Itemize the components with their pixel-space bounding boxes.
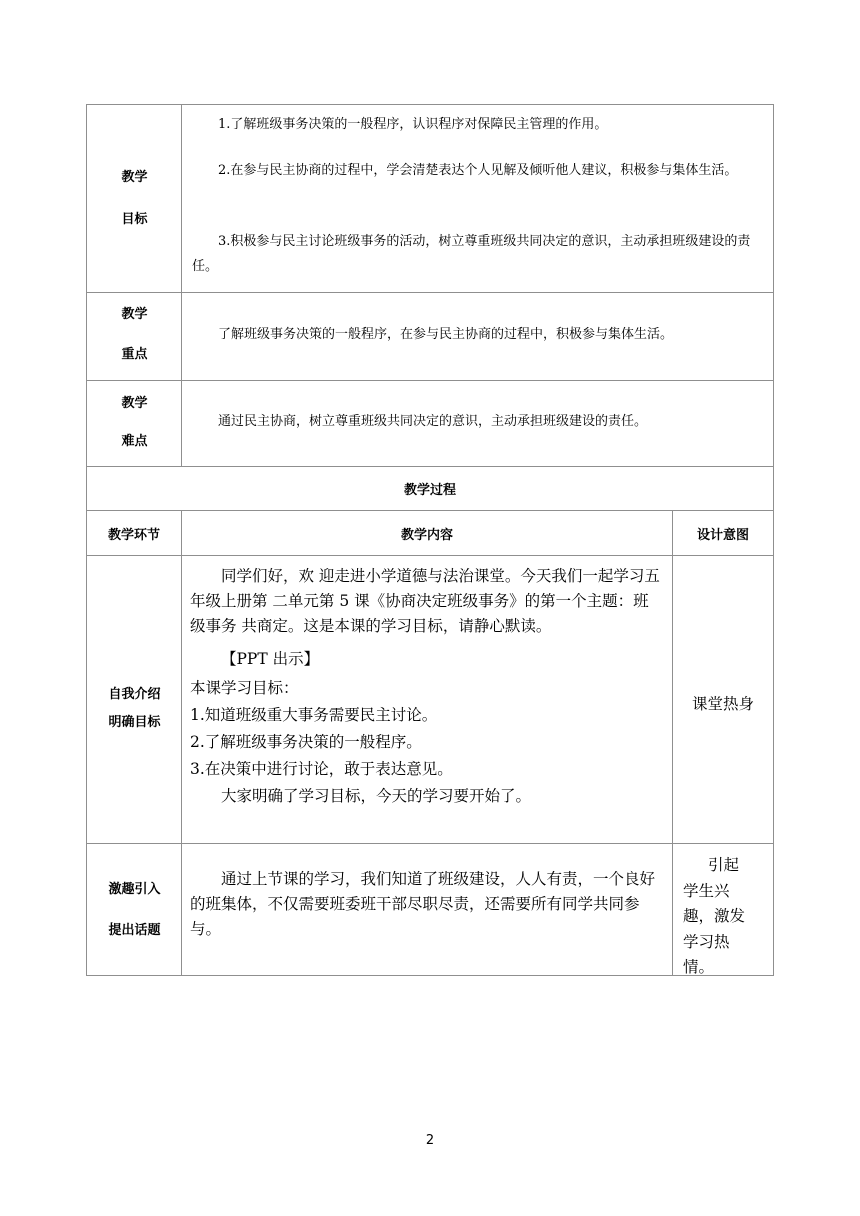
goals-title: 本课学习目标： xyxy=(190,679,299,697)
table-border xyxy=(86,104,774,105)
key-points-label-line2: 重点 xyxy=(121,347,148,362)
column-header-content: 教学内容 xyxy=(400,527,453,543)
row-content xyxy=(190,564,660,809)
key-points-text: 了解班级事务决策的一般程序，在参与民主协商的过程中，积极参与集体生活。 xyxy=(218,327,674,342)
row-content: 通过上节课的学习，我们知道了班级建设，人人有责，一个良好的班集体，不仅需要班委班干部尽职尽责，还需要所有同学共同参与。 xyxy=(190,870,656,938)
process-title: 教学过程 xyxy=(403,483,456,498)
intent-text: 课堂热身 xyxy=(691,695,754,713)
column-header-stage: 教学环节 xyxy=(107,527,160,543)
stage-label-line2: 明确目标 xyxy=(108,715,161,730)
goal-item: 2.了解班级事务决策的一般程序。 xyxy=(190,733,422,751)
goal-item: 3.在决策中进行讨论，敢于表达意见。 xyxy=(190,760,453,778)
intro-paragraph: 同学们好，欢 迎走进小学道德与法治课堂。今天我们一起学习五年级上册第 二单元第 5 课《协商决定班级事务》的第一个主题：班级事务 共商定。这是本课的学习目标，请静心默读。 xyxy=(190,567,660,635)
column-header-intent: 设计意图 xyxy=(696,527,749,543)
objective-item: 3.积极参与民主讨论班级事务的活动，树立尊重班级共同决定的意识，主动承担班级建设的责任。 xyxy=(192,234,751,274)
difficulties-label-line1: 教学 xyxy=(121,396,148,411)
objectives-label-line2: 目标 xyxy=(121,212,148,227)
difficulties-text: 通过民主协商，树立尊重班级共同决定的意识，主动承担班级建设的责任。 xyxy=(218,414,648,429)
stage-label-line1: 自我介绍 xyxy=(108,687,161,702)
table-border xyxy=(181,104,182,467)
table-border xyxy=(86,380,774,381)
table-border xyxy=(86,292,774,293)
table-border xyxy=(86,555,774,556)
goal-item: 1.知道班级重大事务需要民主讨论。 xyxy=(190,706,438,724)
table-border xyxy=(86,975,774,976)
objective-item: 2.在参与民主协商的过程中，学会清楚表达个人见解及倾听他人建议，积极参与集体生活。 xyxy=(218,163,738,178)
table-border xyxy=(773,104,774,976)
closing-text: 大家明确了学习目标，今天的学习要开始了。 xyxy=(221,787,532,805)
objectives-label-line1: 教学 xyxy=(121,170,148,185)
ppt-marker: 【PPT 出示】 xyxy=(221,650,320,668)
page-number: 2 xyxy=(425,1133,435,1148)
difficulties-label-line2: 难点 xyxy=(121,434,148,449)
table-border xyxy=(181,510,182,976)
table-border xyxy=(672,510,673,976)
intent-text: 引起学生兴趣，激发学习热情。 xyxy=(683,856,746,976)
stage-label-line2: 提出话题 xyxy=(108,923,161,938)
key-points-label-line1: 教学 xyxy=(121,307,148,322)
stage-label-line1: 激趣引入 xyxy=(108,882,161,897)
table-border xyxy=(86,843,774,844)
objective-item: 1.了解班级事务决策的一般程序，认识程序对保障民主管理的作用。 xyxy=(218,117,608,132)
